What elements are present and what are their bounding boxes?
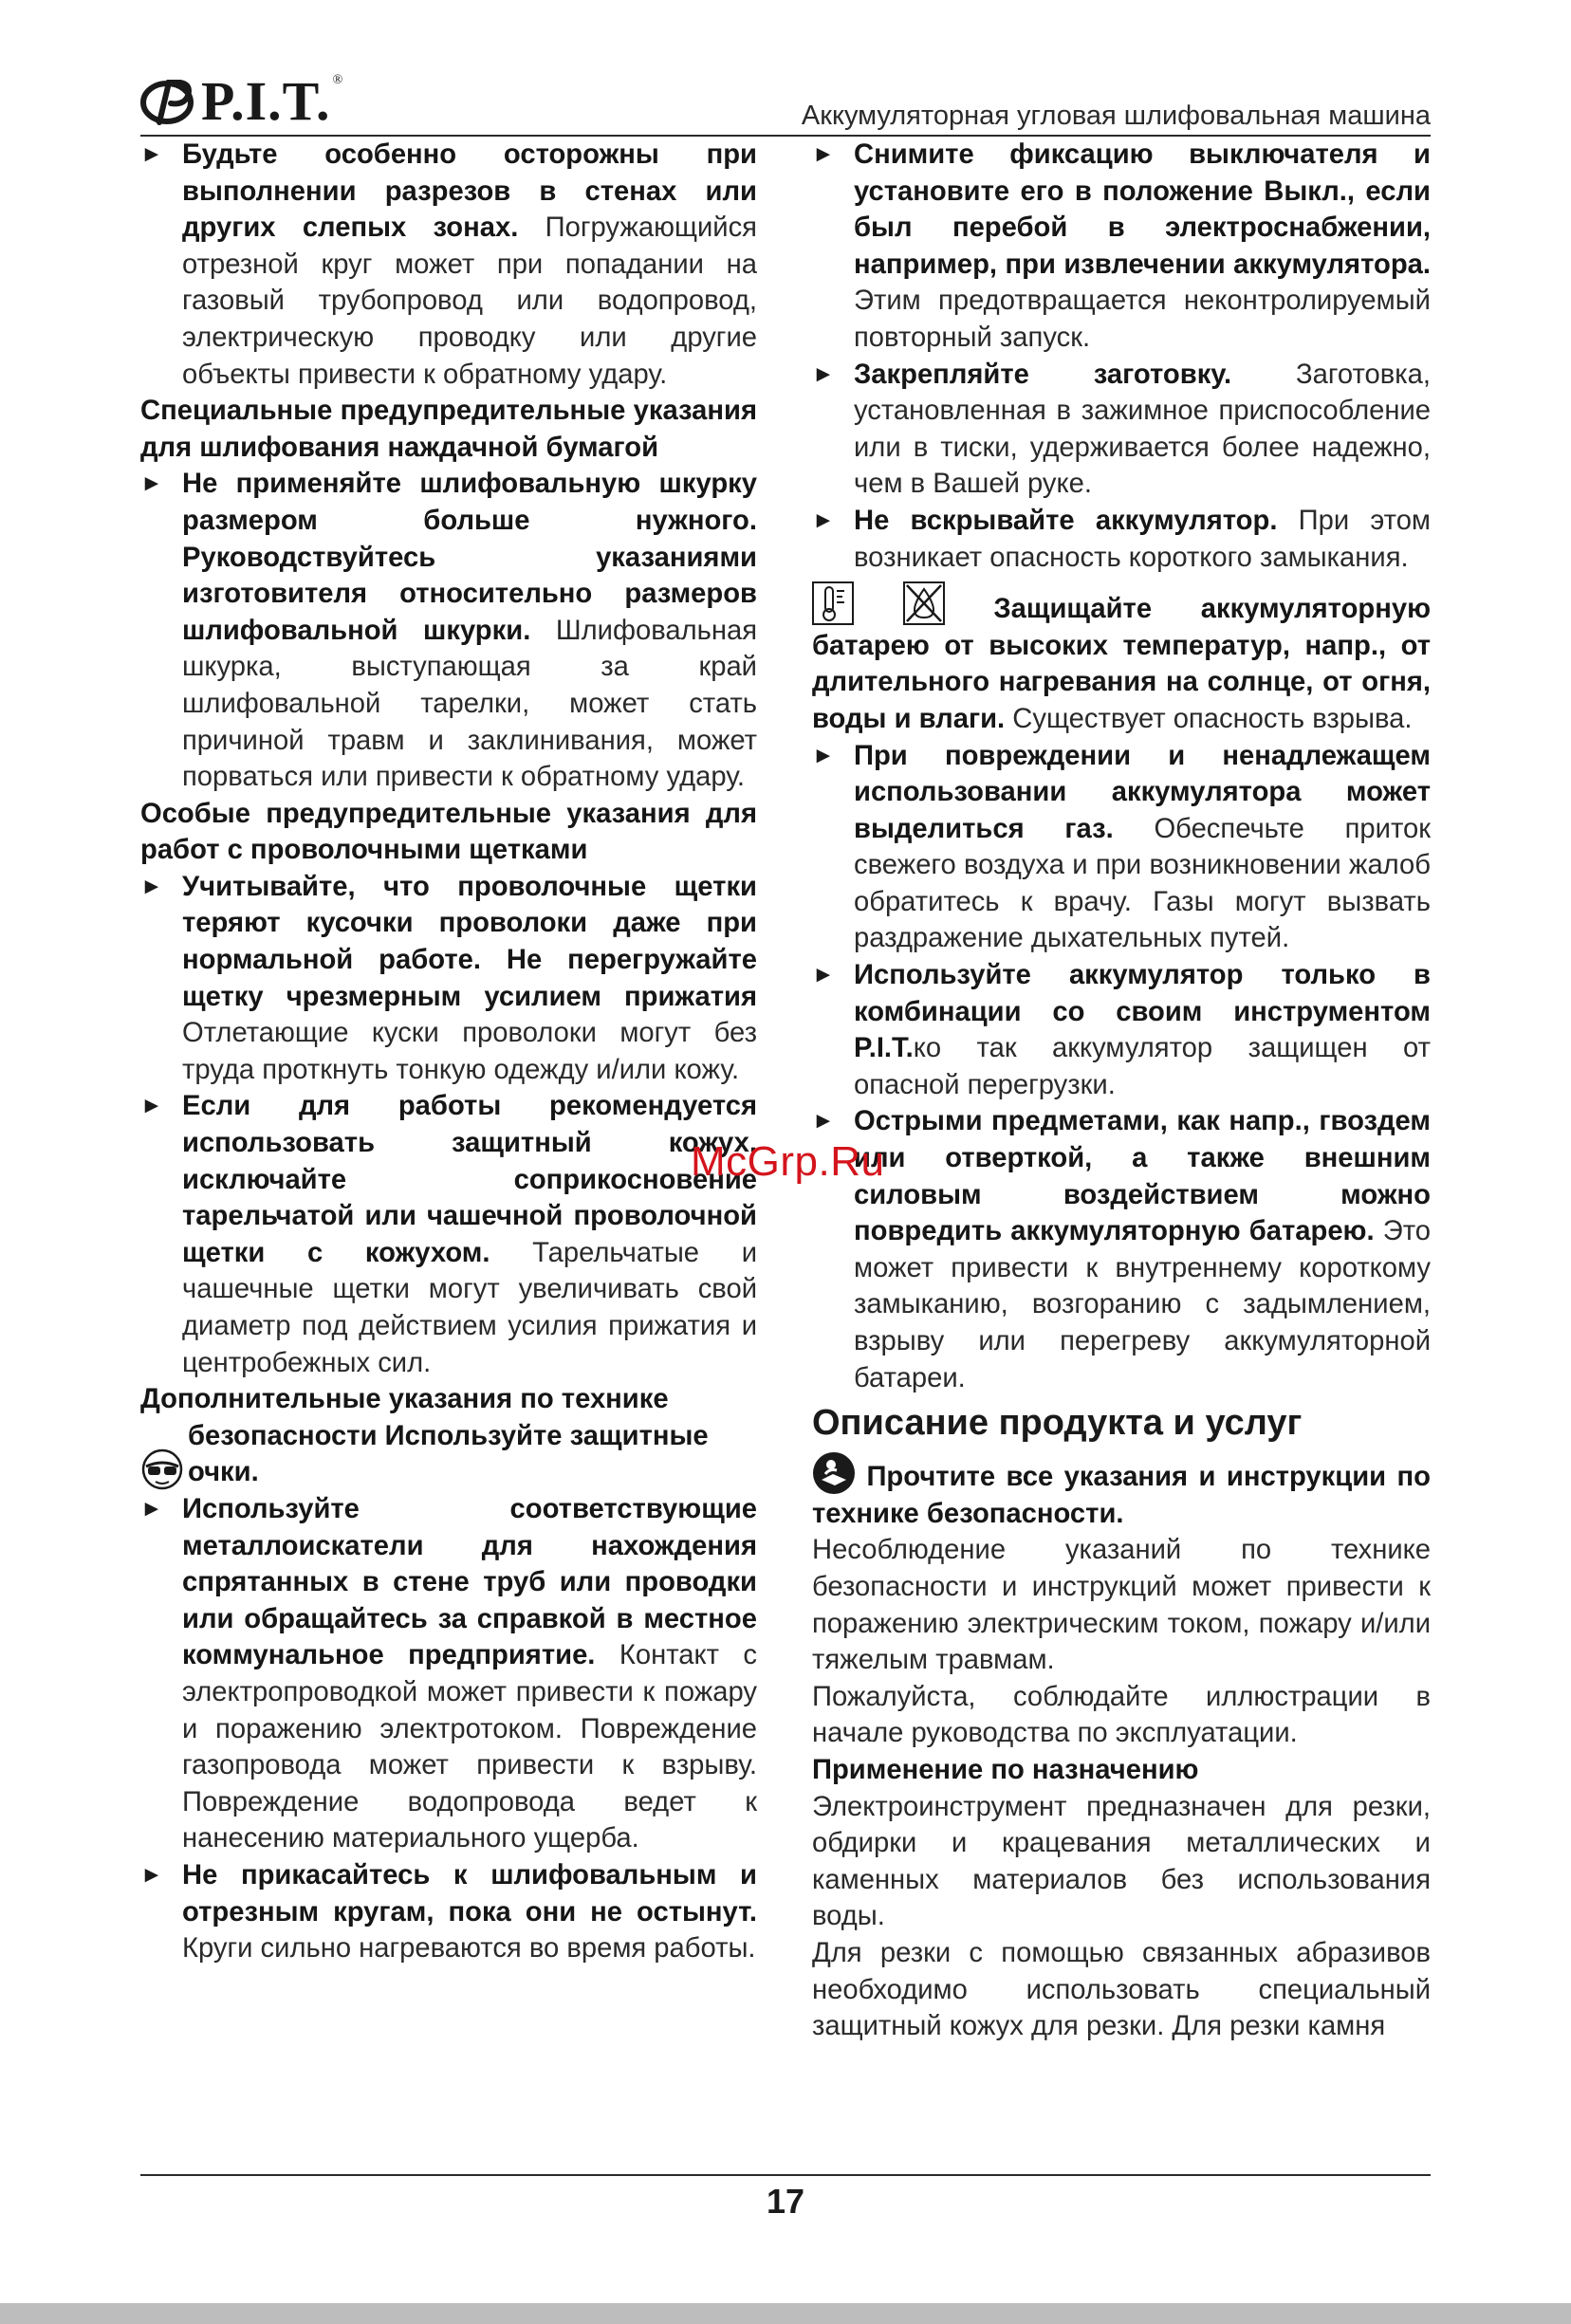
heading-wire-brushes: Особые предупредительные указания для работ с проволочными щетками bbox=[140, 798, 757, 866]
brand-name: P.I.T. ® bbox=[201, 70, 344, 132]
bullet-wire-brush-pieces: ► Учитывайте, что проволочные щетки теряют кусочки проволоки даже при нормальной работе. Не перегружайте щетку чрезмерным усилием прижатия Отлетающие куски проволоки могут без труда проткнуть тонкую одежду и/или кожу. bbox=[140, 869, 757, 1089]
paragraph-cutting-guard: Для резки с помощью связанных абразивов необходимо использовать специальный защитный кожух для резки. Для резки камня bbox=[812, 1937, 1431, 2042]
bullet-metal-detectors: ► Используйте соответствующие металлоискатели для нахождения спрятанных в стене труб или проводки или обращайтесь за справкой в местное коммунальное предприятие. Контакт с электропроводкой может привести к пожару и поражению электротоком. Повреждение газопровода может привести к взрыву. Повреждение водопровода ведет к нанесению материального ущерба. bbox=[140, 1491, 757, 1857]
temperature-limit-icon bbox=[812, 581, 854, 625]
bullet-arrow-icon: ► bbox=[140, 1093, 163, 1119]
bullet-arrow-icon: ► bbox=[812, 1108, 835, 1134]
safety-goggles-icon bbox=[140, 1448, 184, 1491]
bullet-sanding-sheet-size: ► Не применяйте шлифовальную шкурку размером больше нужного. Руководствуйтесь указаниями изготовителя относительно размеров шлифовальной шкурки. Шлифовальная шкурка, выступающая за край шлифовальной тарелки, может стать причиной травм и заклинивания, может порваться или привести к обратному удару. bbox=[140, 466, 757, 795]
paragraph-protect-battery: Защищайте аккумуляторную батарею от высоких температур, напр., от длительного нагревания на солнце, от огня, воды и влаги. Существует опасность взрыва. bbox=[812, 581, 1431, 737]
document-title: Аккумуляторная угловая шлифовальная машина bbox=[801, 101, 1431, 131]
pit-logo bbox=[140, 70, 344, 132]
read-manual-icon bbox=[812, 1451, 856, 1495]
paragraph-illustrations: Пожалуйста, соблюдайте иллюстрации в начале руководства по эксплуатации. bbox=[812, 1681, 1431, 1749]
paragraph-read-instructions: Прочтите все указания и инструкции по технике безопасности. bbox=[812, 1451, 1431, 1532]
bullet-battery-gas: ► При повреждении и ненадлежащем использовании аккумулятора может выделиться газ. Обеспечьте приток свежего воздуха и при возникновении жалоб обратитесь к врачу. Газы могут вызвать раздражение дыхательных путей. bbox=[812, 738, 1431, 958]
bullet-arrow-icon: ► bbox=[140, 1861, 163, 1888]
bullet-battery-combination: ► Используйте аккумулятор только в комбинации со своим инструментом P.I.T.ко так аккумулятор защищен от опасной перегрузки. bbox=[812, 957, 1431, 1103]
bullet-guard-contact: ► Если для работы рекомендуется использовать защитный кожух, исключайте соприкосновение тарельчатой или чашечной проволочной щетки с кожухом. Тарельчатые и чашечные щетки могут увеличивать свой диаметр под действием усилия прижатия и центробежных сил. bbox=[140, 1088, 757, 1381]
heading-intended-use: Применение по назначению bbox=[812, 1754, 1199, 1785]
bullet-arrow-icon: ► bbox=[812, 360, 835, 387]
bullet-arrow-icon: ► bbox=[140, 873, 163, 899]
bullet-arrow-icon: ► bbox=[812, 141, 835, 167]
pit-logo-icon bbox=[140, 77, 195, 126]
bottom-strip bbox=[0, 2303, 1571, 2324]
left-column bbox=[140, 137, 757, 1967]
page-header bbox=[140, 68, 1431, 137]
bullet-arrow-icon: ► bbox=[140, 141, 163, 167]
bullet-arrow-icon: ► bbox=[140, 1495, 163, 1522]
bullet-switch-off: ► Снимите фиксацию выключателя и установите его в положение Выкл., если был перебой в электроснабжении, например, при извлечении аккумулятора. Этим предотвращается неконтролируемый повторный запуск. bbox=[812, 137, 1431, 357]
heading-goggles: безопасности Используйте защитные очки. bbox=[188, 1420, 709, 1488]
section-heading-product-description: Описание продукта и услуг bbox=[812, 1403, 1303, 1444]
bullet-arrow-icon: ► bbox=[140, 470, 163, 497]
paragraph-noncompliance: Несоблюдение указаний по технике безопасности и инструкций может привести к поражению электрическим током, пожару и/или тяжелым травмам. bbox=[812, 1535, 1431, 1676]
bullet-hot-discs: ► Не прикасайтесь к шлифовальным и отрезным кругам, пока они не остынут. Круги сильно нагреваются во время работы. bbox=[140, 1857, 757, 1967]
bullet-do-not-open-battery: ► Не вскрывайте аккумулятор. При этом возникает опасность короткого замыкания. bbox=[812, 503, 1431, 576]
footer-rule bbox=[140, 2174, 1431, 2176]
right-column bbox=[812, 137, 1431, 2045]
page-number: 17 bbox=[766, 2182, 805, 2221]
heading-sanding-paper: Специальные предупредительные указания для шлифования наждачной бумагой bbox=[140, 396, 757, 463]
bullet-arrow-icon: ► bbox=[812, 962, 835, 988]
bullet-sharp-objects: ► Острыми предметами, как напр., гвоздем или отверткой, а также внешним силовым воздействием можно повредить аккумуляторную батарею. Это может привести к внутреннему короткому замыканию, возгоранию с задымлением, взрыву или перегреву аккумуляторной батареи. bbox=[812, 1103, 1431, 1396]
paragraph-intended-use: Электроинструмент предназначен для резки, обдирки и крацевания металлических и каменных материалов без использования воды. bbox=[812, 1791, 1431, 1932]
goggles-line bbox=[140, 1418, 757, 1491]
heading-additional-safety: Дополнительные указания по технике bbox=[140, 1384, 669, 1415]
bullet-clamp-workpiece: ► Закрепляйте заготовку. Заготовка, установленная в зажимное приспособление или в тиски, удерживается более надежно, чем в Вашей руке. bbox=[812, 357, 1431, 503]
watermark: McGrp.Ru bbox=[691, 1138, 885, 1185]
bullet-cuts-in-walls: ► Будьте особенно осторожны при выполнении разрезов в стенах или других слепых зонах. Погружающийся отрезной круг может при попадании на газовый трубопровод или водопровод, электрическую проводку или другие объекты привести к обратному удару. bbox=[140, 137, 757, 393]
bullet-arrow-icon: ► bbox=[812, 507, 835, 533]
no-water-icon bbox=[903, 581, 945, 625]
bullet-arrow-icon: ► bbox=[812, 742, 835, 768]
